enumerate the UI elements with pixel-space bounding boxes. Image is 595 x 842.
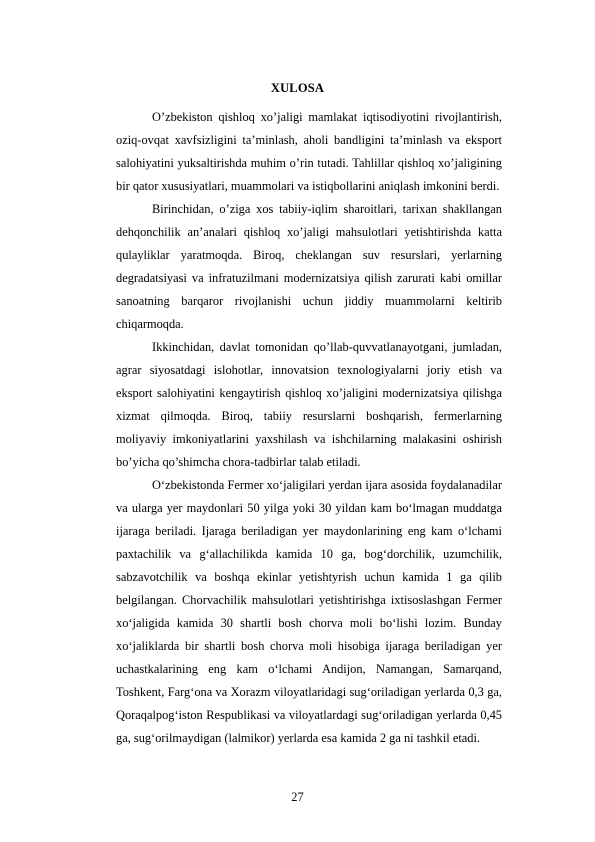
page-title: XULOSA	[270, 81, 325, 95]
page-number: 27	[291, 790, 304, 804]
body-text	[116, 106, 502, 750]
paragraph-first-point: Birinchidan, o’ziga xos tabiiy-iqlim sharoitlari, tarixan shakllangan dehqonchilik an’analari qishloq xo’jaligi mahsulotlari yetishtirishda katta qulayliklar yaratmoqda. Biroq, cheklangan suv resurslari, yerlarning degradatsiyasi va infratuzilmani modernizatsiya qilish zarurati kabi omillar sanoatning barqaror rivojlanishi uchun jiddiy muammolarni keltirib chiqarmoqda.	[116, 202, 502, 331]
paragraph-intro: O’zbekiston qishloq xo’jaligi mamlakat iqtisodiyotini rivojlantirish, oziq-ovqat xavfsizligini ta’minlash, aholi bandligini ta’minlash va eksport salohiyatini yuksaltirishda muhim o’rin tutadi. Tahlillar qishloq xo’jaligining bir qator xususiyatlari, muammolari va istiqbollarini aniqlash imkonini berdi.	[116, 110, 502, 193]
paragraph-second-point: Ikkinchidan, davlat tomonidan qo’llab-quvvatlanayotgani, jumladan, agrar siyosatdagi islohotlar, innovatsion texnologiyalarni joriy etish va eksport salohiyatini kengaytirish qishloq xo’jaligini modernizatsiya qilishga xizmat qilmoqda. Biroq, tabiiy resurslarni boshqarish, fermerlarning moliyaviy imkoniyatlarini yaxshilash va ishchilarning malakasini oshirish bo’yicha qo’shimcha chora-tadbirlar talab etiladi.	[116, 340, 502, 469]
paragraph-land-lease: O‘zbekistonda Fermer xo‘jaligilari yerdan ijara asosida foydalanadilar va ularga yer maydonlari 50 yilga yoki 30 yildan kam bo‘lmagan muddatga ijaraga beriladi. Ijaraga beriladigan yer maydonlarining eng kam o‘lchami paxtachilik va g‘allachilikda kamida 10 ga, bog‘dorchilik, uzumchilik, sabzavotchilik va boshqa ekinlar yetishtyrish uchun kamida 1 ga qilib belgilangan. Chorvachilik mahsulotlari yetishtirishga ixtisoslashgan Fermer xo‘jaligida kamida 30 shartli bosh chorva moli bo‘lishi lozim. Bunday xo‘jaliklarda bir shartli bosh chorva moli hisobiga ijaraga beriladigan yer uchastkalarining eng kam o‘lchami Andijon, Namangan, Samarqand, Toshkent, Farg‘ona va Xorazm viloyatlaridagi sug‘oriladigan yerlarda 0,3 ga, Qoraqalpog‘iston Respublikasi va viloyatlardagi sug‘oriladigan yerlarda 0,45 ga, sug‘orilmaydigan (lalmikor) yerlarda esa kamida 2 ga ni tashkil etadi.	[116, 478, 502, 745]
